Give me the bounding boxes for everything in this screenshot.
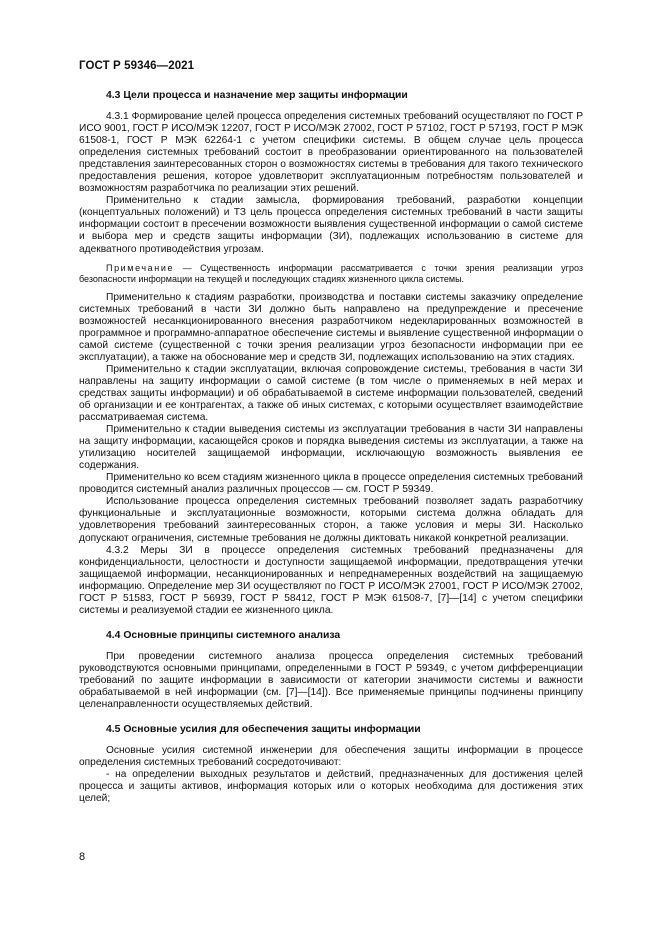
paragraph: 4.3.1 Формирование целей процесса определения системных требований осуществляют по ГОСТ Р ИСО 9001, ГОСТ Р ИСО/МЭК 12207, ГОСТ Р ИСО/МЭК 27002, ГОСТ Р 57102, ГОСТ Р 57193, ГОСТ Р МЭК 61508-1, ГОСТ Р МЭК 62264-1 с учетом специфики системы. В общем случае цель процесса определения системных требований состоит в преобразовании ориентированного на пользователей представления заинтересованных сторон о возможностях системы в требования для такого технического предоставления решения, которое удовлетворит эксплуатационным потребностям пользователей и возможностям разработчика по реализации этих решений. <box>79 111 583 195</box>
page-number: 8 <box>79 851 86 863</box>
paragraph: Применительно ко всем стадиям жизненного цикла в процессе определения системных требований проводится системный анализ различных процессов — см. ГОСТ Р 59349. <box>79 472 583 496</box>
paragraph: Использование процесса определения системных требований позволяет задать разработчику функциональные и эксплуатационные возможности, которыми система должна обладать для удовлетворения требований заинтересованных сторон, а также условия и меры ЗИ. Насколько допускают ограничения, системные требования не должны диктовать никакой конкретной реализации. <box>79 496 583 544</box>
note <box>79 263 583 285</box>
paragraph: Применительно к стадии замысла, формирования требований, разработки концепции (концептуальных положений) и ТЗ цель процесса определения системных требований в части защиты информации состоит в пресечении возможности выявления существенной информации о самой системе и выбора мер и средств защиты информации (ЗИ), подлежащих использованию в системе для адекватного противодействия угрозам. <box>79 195 583 255</box>
section-4-5-heading: 4.5 Основные усилия для обеспечения защиты информации <box>106 724 421 736</box>
note-text: — Существенность информации рассматривается с точки зрения реализации угроз безопасности информации на текущей и последующих стадиях жизненного цикла системы. <box>79 262 583 284</box>
paragraph: Основные усилия системной инженерии для обеспечения защиты информации в процессе определения системных требований сосредоточивают: <box>79 745 583 769</box>
note-label: Примечание <box>106 262 175 273</box>
paragraph: - на определении выходных результатов и действий, предназначенных для достижения целей процесса и защиты активов, информация которых или о которых необходима для достижения этих целей; <box>79 769 583 805</box>
section-4-3-heading: 4.3 Цели процесса и назначение мер защиты информации <box>106 90 408 101</box>
paragraph: 4.3.2 Меры ЗИ в процессе определения системных требований предназначены для конфиденциальности, целостности и доступности защищаемой информации, предотвращения утечки защищаемой информации, несанкционированных и непреднамеренных воздействий на защищаемую информацию. Определение мер ЗИ осуществляют по ГОСТ Р ИСО/МЭК 27001, ГОСТ Р ИСО/МЭК 27002, ГОСТ Р 51583, ГОСТ Р 56939, ГОСТ Р 58412, ГОСТ Р МЭК 61508-7, [7]—[14] с учетом специфики системы и реализуемой стадии ее жизненного цикла. <box>79 544 583 616</box>
paragraph: При проведении системного анализа процесса определения системных требований руководствуются основными принципами, определенными в ГОСТ Р 59349, с учетом дифференциации требований по защите информации в зависимости от категории значимости системы и важности обрабатываемой в ней информации (см. [7]—[14]). Все применяемые принципы подчинены принципу целенаправленности осуществляемых действий. <box>79 650 583 711</box>
paragraph: Применительно к стадии эксплуатации, включая сопровождение системы, требования в части ЗИ направлены на защиту информации о самой системе (в том числе о применяемых в ней мерах и средствах защиты информации) и об обрабатываемой в системе информации пользователей, сведений об организации и ее контрагентах, а также об иных системах, с которыми осуществляет взаимодействие рассматриваемая система. <box>79 363 583 424</box>
paragraph: Применительно к стадии выведения системы из эксплуатации требования в части ЗИ направлены на защиту информации, касающейся сроков и порядка выведения системы из эксплуатации, а также на утилизацию носителей защищаемой информации, исключающую возможность выявления ее содержания. <box>79 424 583 472</box>
document-body <box>79 90 583 805</box>
section-4-4-heading: 4.4 Основные принципы системного анализа <box>106 629 341 641</box>
paragraph: Применительно к стадиям разработки, производства и поставки системы заказчику определение системных требований в части ЗИ должно быть направлено на предупреждение и пресечение возможностей несанкционированного внесения разработчиком недекларированных возможностей в программное и программно-аппаратное обеспечение системы и выявление существенной информации о самой системе (существенной с точки зрения реализации угроз безопасности информации при ее эксплуатации), а также на обоснование мер и средств ЗИ, подлежащих использованию на этих стадиях. <box>79 291 583 363</box>
document-header: ГОСТ Р 59346—2021 <box>79 60 195 72</box>
